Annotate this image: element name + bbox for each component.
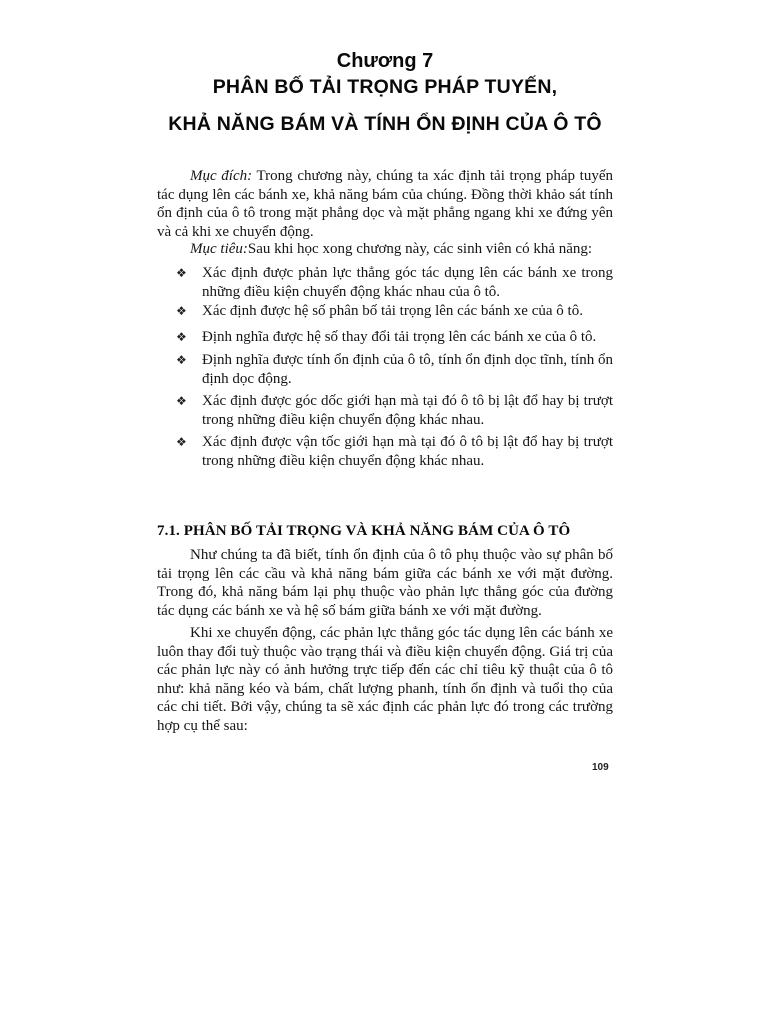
objective-text: Định nghĩa được hệ số thay đổi tải trọng lên các bánh xe của ô tô. [202, 329, 597, 345]
chapter-title-line-2: KHẢ NĂNG BÁM VÀ TÍNH ỔN ĐỊNH CỦA Ô TÔ [168, 113, 602, 135]
list-item [176, 433, 613, 470]
objective-text: Xác định được góc dốc giới hạn mà tại đó ô tô bị lật đổ hay bị trượt trong những điều kiện chuyển động khác nhau. [202, 393, 613, 428]
diamond-bullet-icon: ❖ [176, 304, 187, 318]
purpose-label: Mục đích: [190, 168, 253, 184]
list-item [176, 328, 613, 347]
list-item [176, 392, 613, 429]
diamond-bullet-icon: ❖ [176, 394, 187, 408]
purpose-paragraph [157, 167, 613, 241]
purpose-text: Trong chương này, chúng ta xác định tải trọng pháp tuyến tác dụng lên các bánh xe, khả năng bám của chúng. Đồng thời khảo sát tính ổn định của ô tô trong mặt phẳng dọc và mặt phẳng ngang khi xe đứng yên và cả khi xe chuyển động. [157, 168, 613, 240]
chapter-title-line-1: PHÂN BỐ TẢI TRỌNG PHÁP TUYẾN, [212, 76, 558, 98]
objective-text: Xác định được hệ số phân bố tải trọng lên các bánh xe của ô tô. [202, 303, 583, 319]
page-number: 109 [592, 762, 609, 773]
diamond-bullet-icon: ❖ [176, 353, 187, 367]
list-item [176, 302, 613, 321]
objective-text: Xác định được vận tốc giới hạn mà tại đó ô tô bị lật đổ hay bị trượt trong những điều kiện chuyển động khác nhau. [202, 434, 613, 469]
section-paragraph-1: Như chúng ta đã biết, tính ổn định của ô tô phụ thuộc vào sự phân bố tải trọng lên các cầu và khả năng bám giữa các bánh xe với mặt đường. Trong đó, khả năng bám lại phụ thuộc vào phản lực thẳng góc của đường tác dụng các bánh xe và hệ số bám giữa bánh xe với mặt đường. [157, 547, 613, 619]
diamond-bullet-icon: ❖ [176, 435, 187, 449]
diamond-bullet-icon: ❖ [176, 266, 187, 280]
list-item [176, 264, 613, 301]
objectives-intro-text: Sau khi học xong chương này, các sinh viên có khả năng: [247, 241, 593, 257]
diamond-bullet-icon: ❖ [176, 330, 187, 344]
chapter-number: Chương 7 [336, 50, 434, 72]
objective-text: Xác định được phản lực thẳng góc tác dụng lên các bánh xe trong những điều kiện chuyển động khác nhau của ô tô. [202, 265, 613, 300]
list-item [176, 351, 613, 388]
section-paragraph-2: Khi xe chuyển động, các phản lực thẳng góc tác dụng lên các bánh xe luôn thay đổi tuỳ thuộc vào trạng thái và điều kiện chuyển động. Giá trị của các phản lực này có ảnh hưởng trực tiếp đến các chỉ tiêu kỹ thuật của ô tô như: khả năng kéo và bám, chất lượng phanh, tính ổn định và tuổi thọ của các chi tiết. Bởi vậy, chúng ta sẽ xác định các phản lực đó trong các trường hợp cụ thể sau: [157, 625, 613, 734]
objectives-label: Mục tiêu: [190, 241, 248, 257]
section-heading: 7.1. PHÂN BỐ TẢI TRỌNG VÀ KHẢ NĂNG BÁM CỦA Ô TÔ [157, 523, 571, 539]
objectives-intro [157, 240, 613, 259]
objective-text: Định nghĩa được tính ổn định của ô tô, tính ổn định dọc tĩnh, tính ổn định dọc động. [202, 352, 613, 387]
